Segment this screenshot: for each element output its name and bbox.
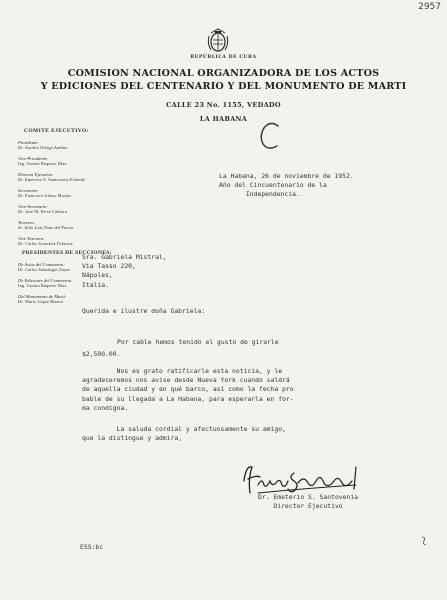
member-name: Ing. Gastón Baquero Díaz	[18, 161, 67, 166]
handwritten-c-mark	[258, 120, 282, 152]
recipient-line: Via Tasso 220,	[82, 262, 136, 271]
typist-initials: ESS:bc	[80, 543, 104, 551]
member-role: Director Ejecutivo:	[18, 172, 54, 177]
paragraph-2	[82, 367, 294, 413]
member-role: Tesorero:	[18, 220, 36, 225]
committee-member	[18, 140, 158, 150]
signer-title: Director Ejecutivo	[273, 502, 343, 511]
committee-member	[18, 236, 158, 246]
date-line: Año del Cincuentenario de la	[219, 181, 327, 190]
paragraph-line: bable de su llegada a La Habana, para esperarla en for-	[82, 394, 294, 403]
committee-member	[18, 172, 158, 182]
member-role: Vice-Secretario:	[18, 204, 48, 209]
section-president	[18, 294, 158, 304]
member-role: Presidente:	[18, 140, 40, 145]
paragraph-line: que la distingue y admira,	[82, 434, 183, 443]
recipient-line: Nápoles,	[82, 271, 113, 280]
organization-name-line-1: COMISION NACIONAL ORGANIZADORA DE LOS ACTOS	[67, 68, 380, 79]
date-block	[219, 172, 354, 200]
section-role: Del Monumento de Martí:	[18, 294, 67, 299]
salutation: Querida e ilustre doña Gabriela:	[82, 307, 206, 315]
member-name: Dr. Carlos González Palacios	[18, 241, 73, 246]
date-line: La Habana, 26 de noviembre de 1952.	[219, 172, 354, 180]
recipient-line: Italia.	[82, 280, 109, 289]
section-name: Ing. Gastón Baquero Díaz	[18, 283, 67, 288]
sections-heading: PRESIDENTES DE SECCIONES:	[22, 250, 112, 256]
archive-number: 2957	[418, 2, 441, 12]
address-city: LA HABANA	[199, 115, 248, 123]
section-role: De Actos del Centenario:	[18, 262, 65, 267]
amount: $2,500.00.	[82, 350, 121, 358]
pencil-mark-icon	[420, 535, 428, 547]
committee-member	[18, 204, 158, 214]
recipient-line: Sra. Gabriela Mistral,	[82, 253, 167, 261]
member-role: Vice-Tesorero:	[18, 236, 45, 241]
paragraph-line: Nos es grato ratificarle esta noticia, y le	[82, 367, 283, 375]
committee-heading: COMITE EJECUTIVO:	[24, 128, 89, 134]
member-name: Sr. Julio Luis Pons del Puerto	[18, 225, 74, 230]
paragraph-line: de aquella ciudad y en qué barco, así como la fecha pro	[82, 385, 294, 394]
paragraph-line: ma condigna.	[82, 403, 129, 412]
paragraph-line: agradeceremos nos avise desde Nueva York cuando saldrá	[82, 376, 290, 385]
organization-name-line-2: Y EDICIONES DEL CENTENARIO Y DEL MONUMENTO DE MARTI	[40, 81, 407, 92]
republic-label: REPÚBLICA DE CUBA	[190, 55, 257, 60]
recipient-address	[82, 253, 167, 290]
committee-member	[18, 156, 158, 166]
paragraph-line: La saluda cordial y afectuosamente su amigo,	[82, 425, 286, 433]
member-role: Secretario:	[18, 188, 39, 193]
cuban-coat-of-arms-icon	[205, 28, 231, 54]
address-street: CALLE 23 No. 1155, VEDADO	[166, 101, 281, 109]
paragraph-1: Por cable hemos tenido el gusto de girarle	[117, 338, 279, 346]
section-name: Dr. Mario López Blanco	[18, 299, 64, 304]
section-name: Dr. Carlos Saladrigas Zayas	[18, 267, 71, 272]
committee-member	[18, 188, 158, 198]
member-name: Dr. Francisco Ichaso Macías	[18, 193, 72, 198]
signer-name: Dr. Emeterio S. Santovenia	[258, 493, 359, 501]
committee-member	[18, 220, 158, 230]
member-name: Dr. Emeterio S. Santovenia Echaide	[18, 177, 86, 182]
member-name: Dr. José M. Pérez Cabrera	[18, 209, 67, 214]
section-role: De Ediciones del Centenario:	[18, 278, 73, 283]
member-role: Vice-Presidente:	[18, 156, 49, 161]
date-line: Independencia.	[219, 190, 300, 199]
paragraph-3	[82, 425, 286, 443]
signature-block	[258, 493, 358, 511]
member-name: Dr. Aurelio Ortega Andino	[18, 145, 68, 150]
